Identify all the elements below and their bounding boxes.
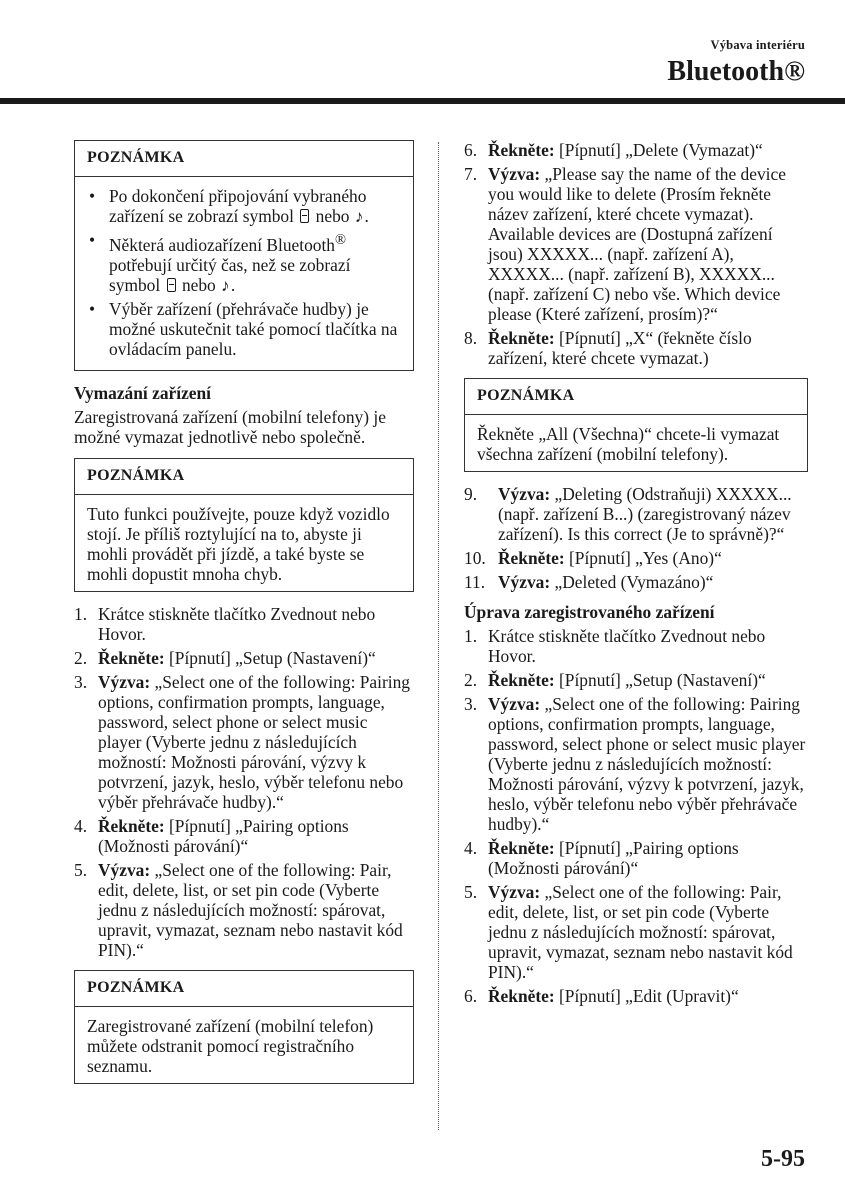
step-number: 7. [464, 164, 478, 184]
step-number: 1. [74, 603, 88, 624]
section-heading-delete: Vymazání zařízení [74, 382, 212, 403]
note-bullets [87, 186, 401, 359]
left-column [74, 140, 414, 1096]
step-label: Výzva: [98, 671, 151, 692]
steps-list [464, 484, 808, 592]
step-number: 9. [464, 484, 478, 504]
note-bullet-text: Některá audiozařízení Bluetooth [109, 234, 335, 255]
step-label: Řekněte: [488, 670, 555, 690]
note-body [465, 415, 807, 471]
note-bullet-text: . [230, 274, 236, 295]
step-text: [Pípnutí] „Pairing options (Možnosti párování)“ [98, 815, 349, 856]
registered-mark: ® [335, 232, 347, 248]
note-bullet-text: nebo [315, 206, 350, 226]
note-bullet-text: potřebují určitý čas, než se zobrazí symbol [109, 254, 351, 295]
page-number: 5-95 [761, 1146, 805, 1172]
step-text: [Pípnutí] „Yes (Ano)“ [564, 548, 722, 568]
step-number: 8. [464, 328, 478, 348]
step-label: Řekněte: [498, 548, 565, 568]
step-text: „Please say the name of the device you would like to delete (Prosím řekněte název zařízení, které chcete vymazat). Available devices are (Dostupná zařízení jsou) XXXXX... (např. zařízení A), XXXXX... (např. zařízení B), XXXXX... (např. zařízení C) nebo vše. Which device please (Které zařízení, prosím)?“ [488, 164, 786, 324]
header-section: Výbava interiéru [710, 38, 805, 52]
note-bullet-text: . [364, 206, 369, 226]
note-body [75, 1007, 413, 1083]
step-item [74, 648, 414, 668]
steps-list [464, 140, 808, 368]
step-number: 2. [74, 647, 88, 668]
step-label: Výzva: [98, 859, 151, 880]
note-title: POZNÁMKA [465, 379, 807, 415]
section-heading-edit: Úprava zaregistrovaného zařízení [464, 602, 715, 622]
step-text: [Pípnutí] „Pairing options (Možnosti párování)“ [488, 838, 739, 878]
step-label: Řekněte: [98, 647, 165, 668]
note-bullet-text: nebo [181, 274, 216, 295]
note-bullet [87, 186, 401, 226]
steps-list [74, 604, 414, 960]
step-number: 3. [74, 671, 88, 692]
step-item [464, 626, 808, 666]
step-label: Řekněte: [488, 838, 555, 858]
step-label: Řekněte: [98, 815, 165, 836]
step-item [464, 838, 808, 878]
step-label: Výzva: [488, 882, 541, 902]
step-item [464, 572, 808, 592]
step-text: [Pípnutí] „Edit (Upravit)“ [554, 986, 739, 1006]
step-label: Řekněte: [488, 140, 555, 160]
header-rule [0, 98, 845, 104]
note-box-safety [74, 458, 414, 592]
steps-list [464, 626, 808, 1006]
step-text: „Select one of the following: Pairing options, confirmation prompts, language, password, select phone or select music player (Vyberte jednu z následujících možností: Možnosti párování, výzvy k potvrzení, jazyk, heslo, výběr telefonu nebo výběr přehrávače hudby).“ [488, 694, 806, 834]
note-bullet-text: Po dokončení připojování vybraného zařízení se zobrazí symbol [109, 186, 367, 226]
page-title: Bluetooth® [667, 56, 805, 87]
note-title: POZNÁMKA [75, 141, 413, 177]
column-divider [438, 142, 439, 1130]
note-title: POZNÁMKA [75, 459, 413, 495]
note-box-registration [74, 970, 414, 1084]
note-text: Zaregistrované zařízení (mobilní telefon) můžete odstranit pomocí registračního seznamu. [87, 1015, 374, 1076]
right-column [464, 140, 808, 1016]
step-item [464, 548, 808, 568]
step-number: 4. [464, 838, 478, 858]
step-text: [Pípnutí] „Setup (Nastavení)“ [164, 647, 376, 668]
step-item [74, 816, 414, 856]
step-label: Výzva: [488, 694, 541, 714]
note-text: Řekněte „All (Všechna)“ chcete-li vymazat všechna zařízení (mobilní telefony). [477, 424, 780, 464]
step-text: [Pípnutí] „X“ (řekněte číslo zařízení, které chcete vymazat.) [488, 328, 752, 368]
step-item [74, 860, 414, 960]
note-body [75, 177, 413, 370]
step-text: [Pípnutí] „Setup (Nastavení)“ [554, 670, 766, 690]
step-item [464, 328, 808, 368]
step-number: 3. [464, 694, 478, 714]
step-text: „Select one of the following: Pair, edit, delete, list, or set pin code (Vyberte jednu z následujících možností: spárovat, upravit, vymazat, seznam nebo nastavit kód PIN).“ [488, 882, 793, 982]
step-number: 5. [464, 882, 478, 902]
step-text: „Select one of the following: Pair, edit, delete, list, or set pin code (Vyberte jednu z následujících možností: spárovat, upravit, vymazat, seznam nebo nastavit kód PIN).“ [98, 859, 403, 960]
step-item [464, 986, 808, 1006]
note-body [75, 495, 413, 591]
step-label: Výzva: [498, 572, 551, 592]
step-item [74, 604, 414, 644]
step-text: „Deleted (Vymazáno)“ [550, 572, 714, 592]
phone-icon [300, 209, 309, 223]
note-bullet-text: Výběr zařízení (přehrávače hudby) je možné uskutečnit také pomocí tlačítka na ovládacím panelu. [109, 298, 398, 359]
step-label: Řekněte: [488, 986, 555, 1006]
note-box-all-devices [464, 378, 808, 472]
step-text: Krátce stiskněte tlačítko Zvednout nebo Hovor. [488, 626, 766, 666]
note-text: Tuto funkci používejte, pouze když vozidlo stojí. Je příliš roztylující na to, abyste ji mohli provádět při jízdě, a také byste se mohli dopustit mnoha chyb. [87, 503, 390, 584]
phone-icon [167, 278, 176, 292]
step-text: Krátce stiskněte tlačítko Zvednout nebo Hovor. [98, 603, 376, 644]
step-text: „Deleting (Odstraňuji) XXXXX... (např. zařízení B...) (zaregistrovaný název zařízení). Is this correct (Je to správně)?“ [498, 484, 792, 544]
music-note-icon: ♪ [221, 274, 230, 295]
note-title: POZNÁMKA [75, 971, 413, 1007]
music-note-icon: ♪ [354, 206, 364, 226]
step-number: 10. [464, 548, 486, 568]
step-number: 11. [464, 572, 486, 592]
step-label: Řekněte: [488, 328, 555, 348]
step-number: 4. [74, 815, 88, 836]
step-label: Výzva: [488, 164, 541, 184]
step-number: 2. [464, 670, 478, 690]
note-box-pairing [74, 140, 414, 371]
step-label: Výzva: [498, 484, 551, 504]
step-item [464, 670, 808, 690]
section-intro: Zaregistrovaná zařízení (mobilní telefony) je možné vymazat jednotlivě nebo společně. [74, 406, 386, 447]
note-bullet [87, 230, 401, 295]
step-item [74, 672, 414, 812]
note-bullet [87, 299, 401, 359]
step-item [464, 484, 808, 544]
step-item [464, 882, 808, 982]
step-number: 5. [74, 859, 88, 880]
step-number: 1. [464, 626, 478, 646]
step-item [464, 140, 808, 160]
step-item [464, 164, 808, 324]
step-number: 6. [464, 140, 478, 160]
step-text: [Pípnutí] „Delete (Vymazat)“ [554, 140, 763, 160]
step-number: 6. [464, 986, 478, 1006]
step-text: „Select one of the following: Pairing options, confirmation prompts, language, password, select phone or select music player (Vyberte jednu z následujících možností: Možnosti párování, výzvy k potvrzení, jazyk, heslo, výběr telefonu nebo výběr přehrávače hudby).“ [98, 671, 410, 812]
step-item [464, 694, 808, 834]
